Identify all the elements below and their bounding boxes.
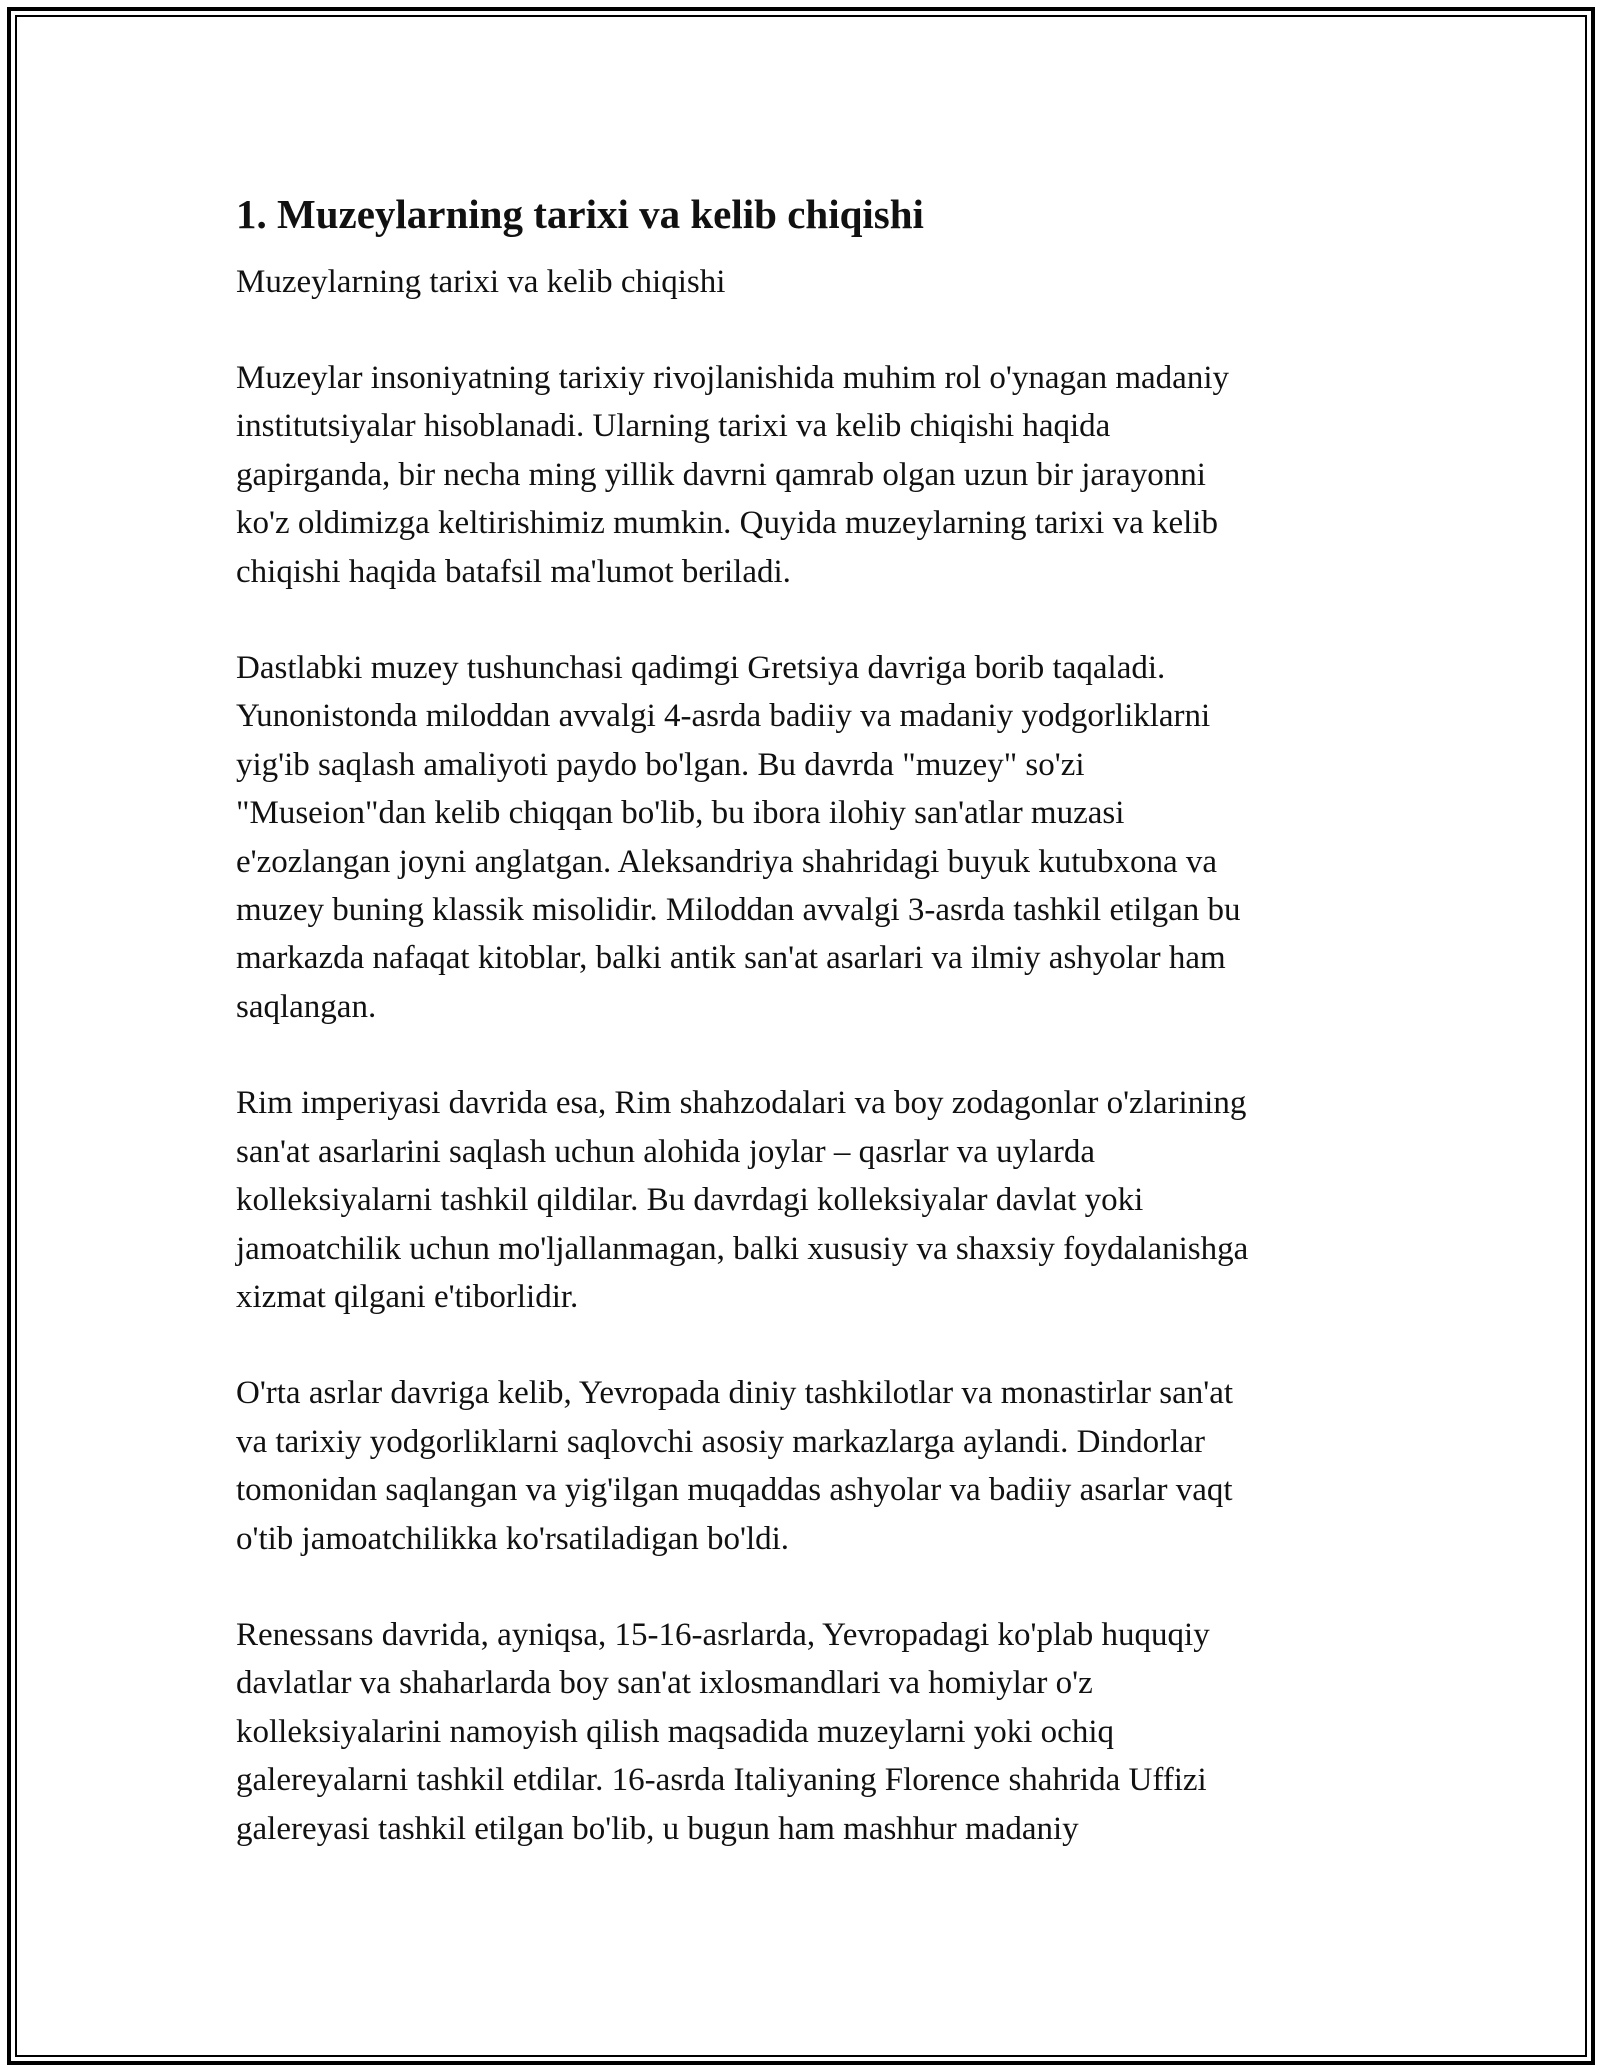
paragraph-line: e'zozlangan joyni anglatgan. Aleksandriya shahridagi buyuk kutubxona va <box>236 843 1218 880</box>
paragraph-line: Renessans davrida, ayniqsa, 15-16-asrlarda, Yevropadagi ko'plab huquqiy <box>236 1616 1210 1653</box>
document-subtitle: Muzeylarning tarixi va kelib chiqishi <box>236 264 726 300</box>
paragraph-line: o'tib jamoatchilikka ko'rsatiladigan bo'ldi. <box>236 1520 790 1557</box>
document-title: 1. Muzeylarning tarixi va kelib chiqishi <box>236 191 924 237</box>
paragraph-line: jamoatchilik uchun mo'ljallanmagan, balki xususiy va shaxsiy foydalanishga <box>236 1230 1249 1267</box>
paragraph-line: san'at asarlarini saqlash uchun alohida joylar – qasrlar va uylarda <box>236 1133 1096 1170</box>
paragraph-line: Muzeylar insoniyatning tarixiy rivojlanishida muhim rol o'ynagan madaniy <box>236 360 1229 396</box>
paragraph <box>236 644 1376 1031</box>
paragraph <box>236 1369 1376 1563</box>
document-body <box>236 186 1376 1901</box>
paragraph-line: xizmat qilgani e'tiborlidir. <box>236 1278 579 1315</box>
paragraph <box>236 354 1376 596</box>
paragraph-line: kolleksiyalarni tashkil qildilar. Bu davrdagi kolleksiyalar davlat yoki <box>236 1182 1144 1219</box>
paragraph-line: O'rta asrlar davriga kelib, Yevropada diniy tashkilotlar va monastirlar san'at <box>236 1375 1234 1412</box>
paragraph-line: Yunonistonda miloddan avvalgi 4-asrda badiiy va madaniy yodgorliklarni <box>236 698 1211 735</box>
paragraph <box>236 1611 1376 1853</box>
paragraph-line: muzey buning klassik misolidir. Miloddan avvalgi 3-asrda tashkil etilgan bu <box>236 892 1241 929</box>
paragraph-line: ko'z oldimizga keltirishimiz mumkin. Quyida muzeylarning tarixi va kelib <box>236 505 1218 542</box>
paragraph-line: Rim imperiyasi davrida esa, Rim shahzodalari va boy zodagonlar o'zlarining <box>236 1085 1247 1122</box>
paragraph-line: galereyasi tashkil etilgan bo'lib, u bugun ham mashhur madaniy <box>236 1810 1079 1847</box>
paragraph-line: saqlangan. <box>236 988 377 1025</box>
paragraph-line: va tarixiy yodgorliklarni saqlovchi asosiy markazlarga aylandi. Dindorlar <box>236 1423 1205 1460</box>
paragraph-line: markazda nafaqat kitoblar, balki antik san'at asarlari va ilmiy ashyolar ham <box>236 940 1226 977</box>
paragraph-line: institutsiyalar hisoblanadi. Ularning tarixi va kelib chiqishi haqida <box>236 408 1111 445</box>
paragraph <box>236 1079 1376 1321</box>
paragraph-line: gapirganda, bir necha ming yillik davrni qamrab olgan uzun bir jarayonni <box>236 456 1206 493</box>
paragraph-line: "Museion"dan kelib chiqqan bo'lib, bu ibora ilohiy san'atlar muzasi <box>236 795 1125 832</box>
paragraph-line: kolleksiyalarini namoyish qilish maqsadida muzeylarni yoki ochiq <box>236 1713 1114 1750</box>
paragraph-line: davlatlar va shaharlarda boy san'at ixlosmandlari va homiylar o'z <box>236 1665 1093 1702</box>
paragraph-line: chiqishi haqida batafsil ma'lumot beriladi. <box>236 553 791 590</box>
paragraph-line: galereyalarni tashkil etdilar. 16-asrda Italiyaning Florence shahrida Uffizi <box>236 1762 1207 1799</box>
paragraph-line: tomonidan saqlangan va yig'ilgan muqaddas ashyolar va badiiy asarlar vaqt <box>236 1472 1233 1509</box>
paragraph-line: yig'ib saqlash amaliyoti paydo bo'lgan. Bu davrda "muzey" so'zi <box>236 746 1085 783</box>
paragraph-line: Dastlabki muzey tushunchasi qadimgi Gretsiya davriga borib taqaladi. <box>236 650 1166 687</box>
